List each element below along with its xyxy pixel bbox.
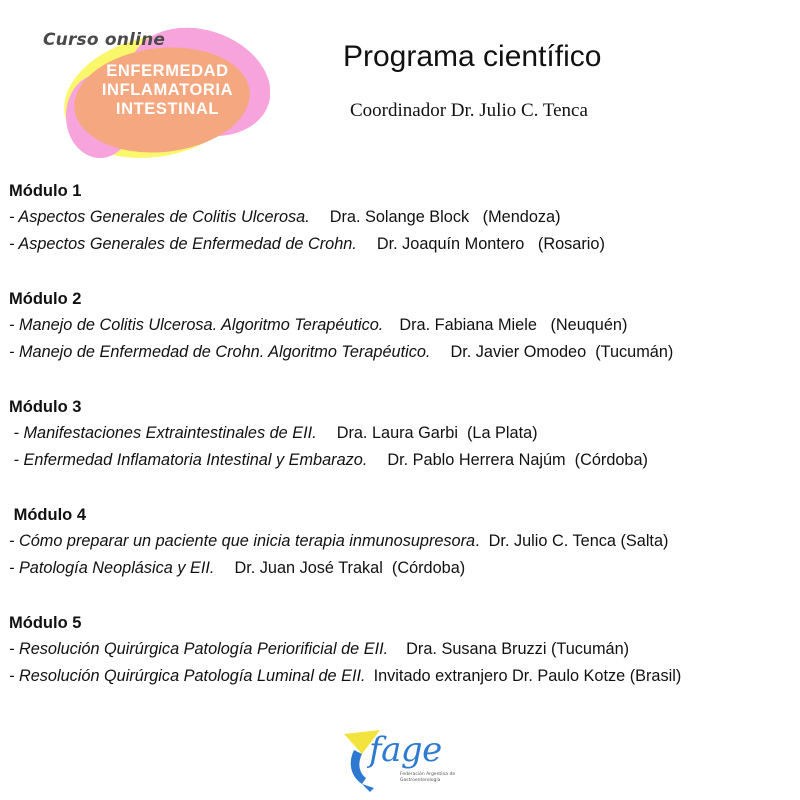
item-speaker: Invitado extranjero Dr. Paulo Kotze (Brasil) xyxy=(373,667,682,685)
page-title: Programa científico xyxy=(343,40,602,73)
module-item xyxy=(9,528,799,555)
item-topic: - Resolución Quirúrgica Patología Periorificial de EII. xyxy=(9,640,389,658)
coordinator-line: Coordinador Dr. Julio C. Tenca xyxy=(350,100,588,121)
course-title-line: INFLAMATORIA xyxy=(101,81,234,99)
module-item xyxy=(9,231,799,258)
course-title-line: ENFERMEDAD xyxy=(106,62,229,80)
item-speaker: Dr. Juan José Trakal (Córdoba) xyxy=(234,559,466,577)
item-speaker: Dra. Susana Bruzzi (Tucumán) xyxy=(406,640,630,658)
item-topic: - Manejo de Enfermedad de Crohn. Algoritmo Terapéutico. xyxy=(9,343,431,361)
course-title-line: INTESTINAL xyxy=(115,100,220,118)
item-topic: - Cómo preparar un paciente que inicia terapia inmunosupresora xyxy=(9,532,476,550)
module-item xyxy=(9,312,799,339)
item-topic: - Manejo de Colitis Ulcerosa. Algoritmo Terapéutico. xyxy=(9,316,384,334)
item-topic: - Enfermedad Inflamatoria Intestinal y Embarazo. xyxy=(9,451,368,469)
item-speaker: Dra. Fabiana Miele (Neuquén) xyxy=(399,316,628,334)
module-item xyxy=(9,636,799,663)
item-topic: - Manifestaciones Extraintestinales de EII. xyxy=(9,424,317,442)
module-1 xyxy=(9,178,799,258)
fage-logo xyxy=(340,728,460,794)
module-3 xyxy=(9,394,799,474)
course-title xyxy=(80,62,255,119)
module-item xyxy=(9,663,799,690)
item-speaker: Dr. Joaquín Montero (Rosario) xyxy=(376,235,605,253)
module-4 xyxy=(9,502,799,582)
item-topic: - Patología Neoplásica y EII. xyxy=(9,559,215,577)
module-item xyxy=(9,447,799,474)
module-heading: Módulo 2 xyxy=(9,290,82,308)
fage-logo-word: fage xyxy=(369,730,442,770)
module-heading: Módulo 3 xyxy=(9,398,82,416)
course-badge xyxy=(40,20,270,170)
module-heading: Módulo 4 xyxy=(9,506,86,524)
module-item xyxy=(9,420,799,447)
modules-list xyxy=(9,178,799,718)
item-topic: - Aspectos Generales de Colitis Ulcerosa. xyxy=(9,208,310,226)
module-2 xyxy=(9,286,799,366)
item-topic: - Resolución Quirúrgica Patología Luminal de EII. xyxy=(9,667,366,685)
fage-logo-org: Federación Argentina de Gastroenterología xyxy=(400,772,456,783)
item-speaker: Dra. Solange Block (Mendoza) xyxy=(329,208,561,226)
module-item xyxy=(9,555,799,582)
item-speaker: Dra. Laura Garbi (La Plata) xyxy=(336,424,538,442)
item-speaker: . Dr. Julio C. Tenca (Salta) xyxy=(475,532,669,550)
item-speaker: Dr. Javier Omodeo (Tucumán) xyxy=(450,343,674,361)
item-topic: - Aspectos Generales de Enfermedad de Crohn. xyxy=(9,235,357,253)
course-type-label: Curso online xyxy=(43,30,166,50)
module-5 xyxy=(9,610,799,690)
module-item xyxy=(9,204,799,231)
module-item xyxy=(9,339,799,366)
module-heading: Módulo 5 xyxy=(9,614,82,632)
item-speaker: Dr. Pablo Herrera Najúm (Córdoba) xyxy=(387,451,648,469)
module-heading: Módulo 1 xyxy=(9,182,82,200)
